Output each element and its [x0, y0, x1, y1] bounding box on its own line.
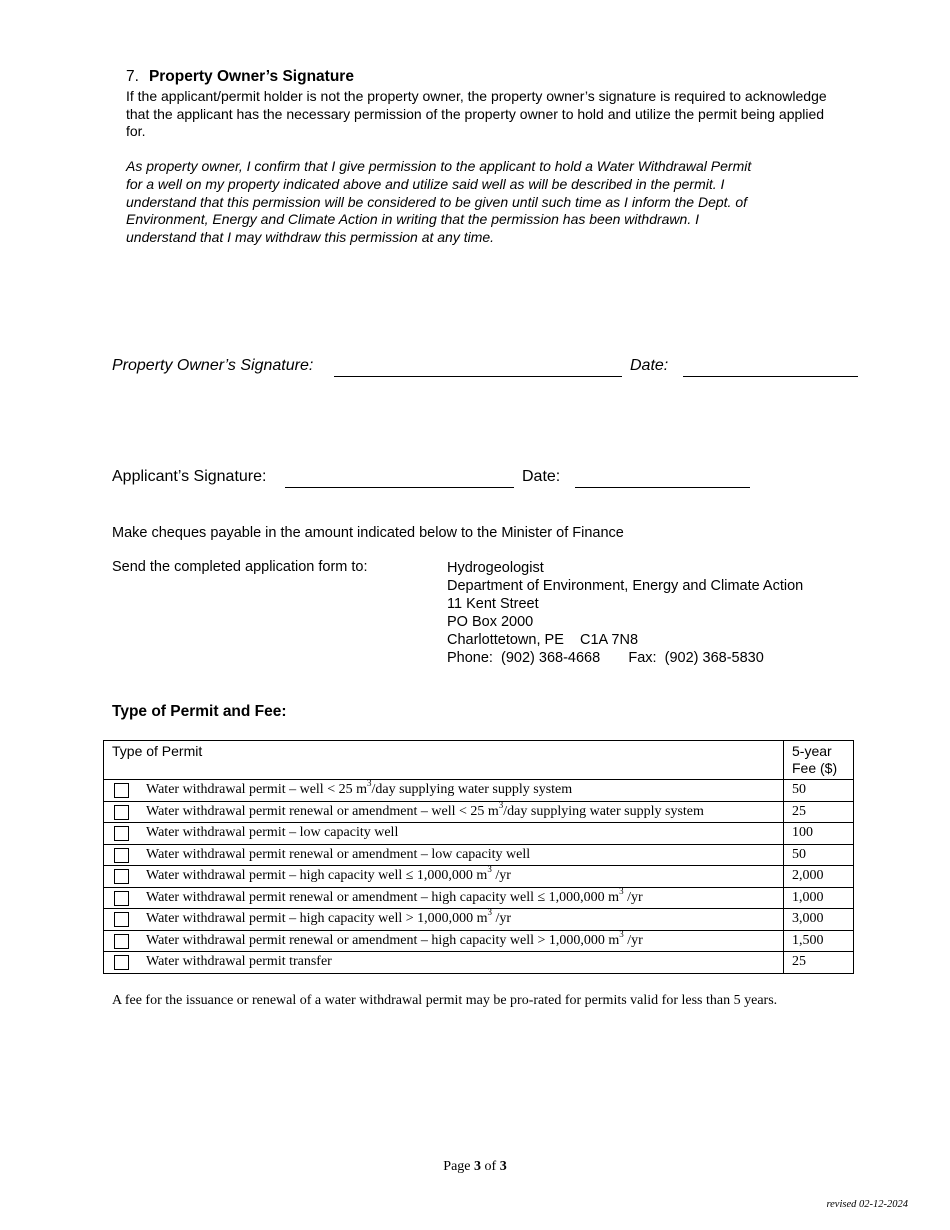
permit-text: Water withdrawal permit – high capacity well ≤ 1,000,000 m [146, 868, 488, 883]
owner-signature-label: Property Owner’s Signature: [112, 357, 314, 374]
page-current: 3 [474, 1159, 482, 1174]
consent-line: understand that this permission will be considered to be given until such time as I inform the Dept. of [126, 193, 747, 210]
applicant-signature-field[interactable] [285, 487, 514, 488]
address-line: Department of Environment, Energy and Climate Action [447, 578, 804, 594]
permit-text-suffix: /day supplying water supply system [503, 803, 704, 819]
proration-note: A fee for the issuance or renewal of a water withdrawal permit may be pro-rated for permits valid for less than 5 years. [112, 993, 778, 1008]
page-word: Page [443, 1159, 471, 1174]
permit-text-suffix: /yr [623, 932, 643, 948]
table-row [104, 952, 854, 974]
header-type-of-permit: Type of Permit [104, 741, 784, 780]
consent-line: understand that I may withdraw this permission at any time. [126, 229, 495, 246]
permit-type-cell [104, 823, 784, 845]
permit-checkbox[interactable] [114, 805, 129, 820]
permit-text: Water withdrawal permit – low capacity well [146, 825, 399, 840]
header-fee [784, 741, 854, 780]
section-title: Property Owner’s Signature [148, 68, 354, 85]
consent-line: for a well on my property indicated above and utilize said well as will be described in the permit. I [126, 175, 725, 192]
permit-text: Water withdrawal permit – high capacity well > 1,000,000 m [146, 911, 488, 926]
fee-cell: 50 [784, 844, 854, 866]
permit-text-suffix: /yr [623, 889, 643, 905]
address-line: PO Box 2000 [447, 614, 534, 630]
permit-type-cell [104, 952, 784, 974]
permit-type-cell [104, 930, 784, 952]
table-row [104, 780, 854, 802]
permit-text-suffix: /yr [492, 911, 512, 926]
table-row [104, 823, 854, 845]
fee-cell: 25 [784, 952, 854, 974]
fee-section-title: Type of Permit and Fee: [112, 703, 287, 720]
send-to-label: Send the completed application form to: [112, 559, 368, 575]
fee-table-header [104, 741, 854, 780]
permit-text: Water withdrawal permit – well < 25 m [146, 782, 367, 797]
permit-type-cell [104, 866, 784, 888]
page-total: 3 [499, 1159, 507, 1174]
address-line: Charlottetown, PE C1A 7N8 [447, 632, 639, 648]
permit-checkbox[interactable] [114, 955, 129, 970]
superscript: 3 [487, 864, 492, 875]
permit-text: Water withdrawal permit renewal or amendment – low capacity well [146, 846, 531, 862]
permit-text: Water withdrawal permit renewal or amendment – high capacity well > 1,000,000 m [146, 932, 620, 948]
permit-type-cell [104, 801, 784, 823]
section-heading [126, 68, 354, 86]
permit-text-suffix: /day supplying water supply system [371, 782, 573, 797]
fee-cell: 1,000 [784, 887, 854, 909]
fee-table [103, 740, 854, 974]
superscript: 3 [619, 885, 624, 896]
superscript: 3 [498, 799, 504, 810]
fee-cell: 100 [784, 823, 854, 845]
applicant-date-field[interactable] [575, 487, 750, 488]
fee-cell: 1,500 [784, 930, 854, 952]
permit-type-cell [104, 887, 784, 909]
permit-text-suffix: /yr [491, 868, 511, 883]
table-row [104, 844, 854, 866]
section-number: 7. [126, 68, 139, 85]
permit-checkbox[interactable] [114, 848, 129, 863]
header-fee-line: 5-year [792, 743, 832, 759]
revision-date: revised 02-12-2024 [826, 1199, 908, 1210]
consent-line: Environment, Energy and Climate Action in writing that the permission has been withdrawn. I [126, 211, 699, 228]
permit-text: Water withdrawal permit renewal or amendment – high capacity well ≤ 1,000,000 m [146, 889, 620, 905]
permit-checkbox[interactable] [114, 826, 129, 841]
permit-checkbox[interactable] [114, 891, 129, 906]
applicant-date-label: Date: [522, 468, 561, 485]
superscript: 3 [487, 907, 493, 918]
permit-type-cell [104, 780, 784, 802]
permit-type-cell [104, 844, 784, 866]
consent-statement [126, 158, 846, 247]
superscript: 3 [619, 928, 624, 939]
consent-line: As property owner, I confirm that I give permission to the applicant to hold a Water Withdrawal Permit [126, 158, 752, 174]
page-of: of [484, 1159, 497, 1174]
fee-cell: 2,000 [784, 866, 854, 888]
permit-type-cell [104, 909, 784, 931]
mailing-address [447, 559, 803, 667]
section-intro: If the applicant/permit holder is not the property owner, the property owner’s signature is required to acknowledge that the applicant has the necessary permission of the property owner to hold and utilize the permit being applied for. [126, 88, 827, 140]
fee-cell: 3,000 [784, 909, 854, 931]
owner-date-field[interactable] [683, 376, 858, 377]
fee-cell: 50 [784, 780, 854, 802]
fee-cell: 25 [784, 801, 854, 823]
permit-text: Water withdrawal permit renewal or amendment – well < 25 m [146, 803, 499, 819]
permit-checkbox[interactable] [114, 912, 129, 927]
payment-note: Make cheques payable in the amount indicated below to the Minister of Finance [112, 525, 624, 541]
table-row [104, 930, 854, 952]
superscript: 3 [367, 778, 372, 789]
table-row [104, 801, 854, 823]
applicant-signature-label: Applicant’s Signature: [112, 468, 267, 485]
header-fee-line: Fee ($) [792, 760, 838, 776]
permit-checkbox[interactable] [114, 869, 129, 884]
table-row [104, 866, 854, 888]
table-row [104, 887, 854, 909]
owner-date-label: Date: [630, 357, 669, 374]
address-line: Phone: (902) 368-4668 Fax: (902) 368-5830 [447, 650, 764, 666]
permit-text: Water withdrawal permit transfer [146, 954, 332, 969]
permit-checkbox[interactable] [114, 934, 129, 949]
permit-checkbox[interactable] [114, 783, 129, 798]
owner-signature-field[interactable] [334, 376, 622, 377]
address-line: 11 Kent Street [447, 596, 539, 612]
table-row [104, 909, 854, 931]
page-number [0, 1159, 950, 1175]
address-line: Hydrogeologist [447, 560, 544, 576]
